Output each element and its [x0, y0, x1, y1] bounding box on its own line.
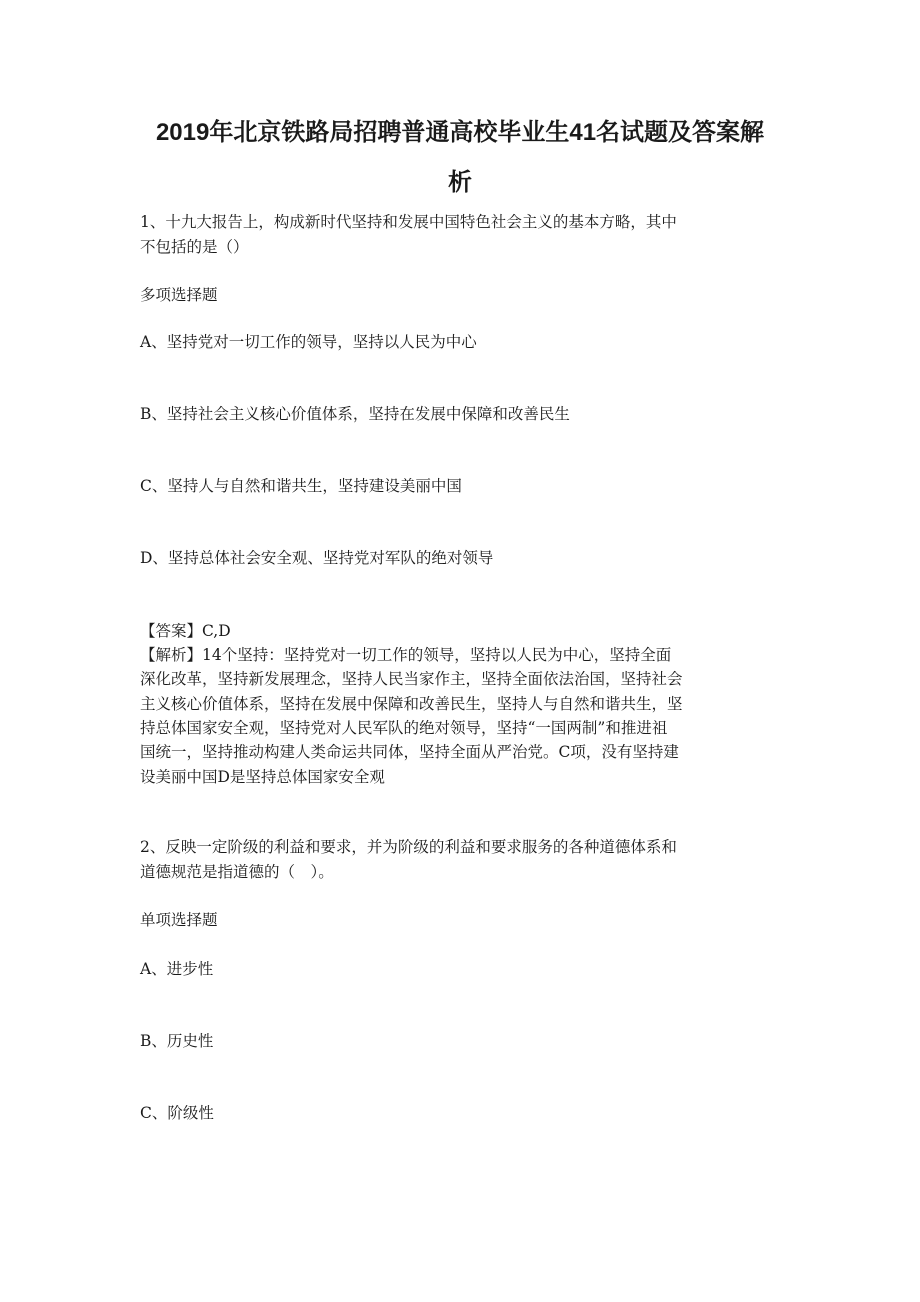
question-1-option-c: C、坚持人与自然和谐共生，坚持建设美丽中国: [140, 477, 462, 495]
question-1-option-a: A、坚持党对一切工作的领导，坚持以人民为中心: [140, 333, 477, 351]
question-1-answer: 【答案】C,D: [140, 622, 231, 640]
document-title-line-1: 2019年北京铁路局招聘普通高校毕业生41名试题及答案解: [155, 119, 765, 146]
question-2-option-a: A、进步性: [140, 960, 214, 978]
question-2-option-b: B、历史性: [140, 1032, 214, 1050]
question-2-stem-line-2: 道德规范是指道德的（ ）。: [140, 863, 334, 881]
question-1-stem-line-1: 1、十九大报告上，构成新时代坚持和发展中国特色社会主义的基本方略，其中: [140, 213, 677, 231]
question-1-analysis-line-5: 国统一，坚持推动构建人类命运共同体，坚持全面从严治党。C项，没有坚持建: [140, 743, 679, 761]
question-1-analysis-line-2: 深化改革，坚持新发展理念，坚持人民当家作主，坚持全面依法治国，坚持社会: [140, 670, 683, 688]
question-2-stem-line-1: 2、反映一定阶级的利益和要求，并为阶级的利益和要求服务的各种道德体系和: [140, 838, 677, 856]
document-title-line-2: 析: [448, 169, 472, 196]
question-1-type-label: 多项选择题: [140, 286, 218, 304]
question-1-analysis-line-6: 设美丽中国D是坚持总体国家安全观: [140, 768, 385, 786]
question-1-option-b: B、坚持社会主义核心价值体系，坚持在发展中保障和改善民生: [140, 405, 570, 423]
question-2-type-label: 单项选择题: [140, 911, 218, 929]
question-1-analysis-line-4: 持总体国家安全观，坚持党对人民军队的绝对领导，坚持“一国两制”和推进祖: [140, 719, 668, 737]
question-1-analysis-line-3: 主义核心价值体系，坚持在发展中保障和改善民生，坚持人与自然和谐共生，坚: [140, 695, 683, 713]
question-2-option-c: C、阶级性: [140, 1104, 214, 1122]
question-1-option-d: D、坚持总体社会安全观、坚持党对军队的绝对领导: [140, 549, 494, 567]
question-1-analysis-line-1: 【解析】14个坚持：坚持党对一切工作的领导，坚持以人民为中心，坚持全面: [140, 646, 672, 664]
question-1-stem-line-2: 不包括的是（）: [140, 238, 249, 256]
